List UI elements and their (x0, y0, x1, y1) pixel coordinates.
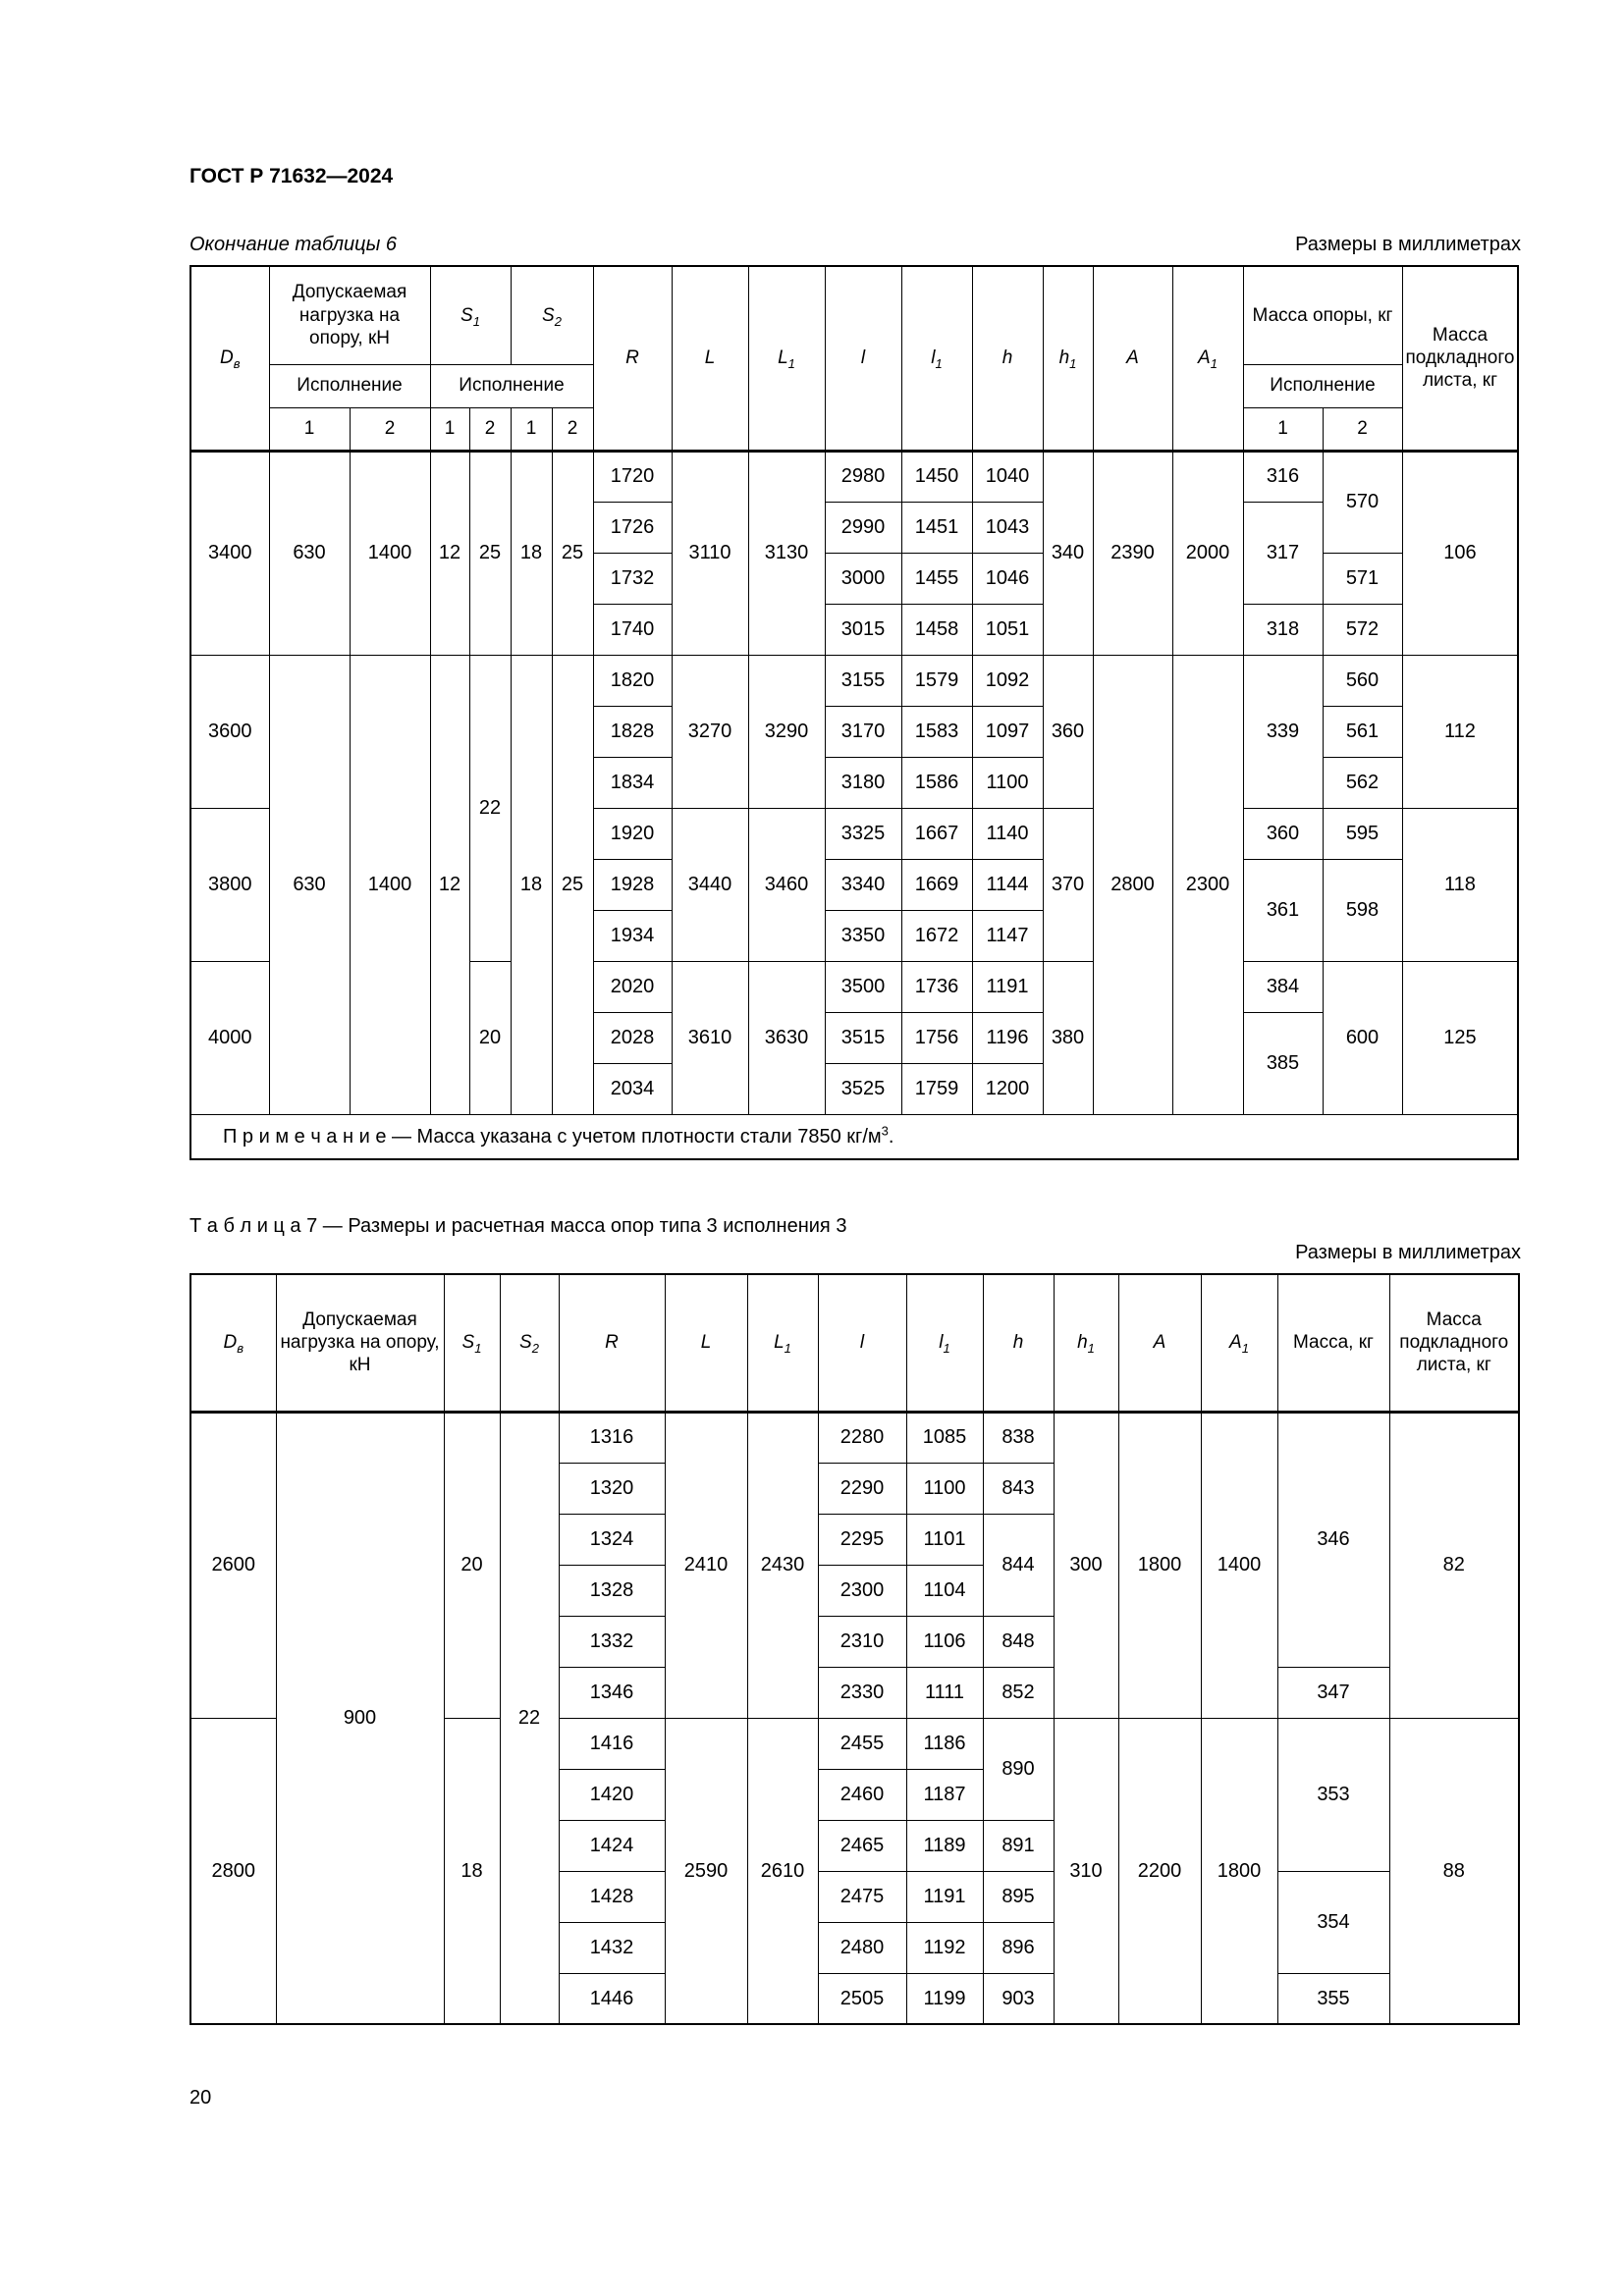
table-cell: 380 (1043, 961, 1093, 1114)
table-cell: 370 (1043, 808, 1093, 961)
header-cell: A (1093, 266, 1172, 451)
table-cell: 1583 (901, 706, 972, 757)
header-cell: Исполнение (430, 364, 593, 407)
header-cell: 1 (430, 407, 469, 451)
table-cell: 1820 (593, 655, 672, 706)
table-cell: 1834 (593, 757, 672, 808)
header-cell: 2 (1323, 407, 1402, 451)
table-cell: 2460 (818, 1769, 906, 1820)
table-cell: 1800 (1118, 1412, 1201, 1718)
header-row (190, 266, 1518, 364)
table-cell: 561 (1323, 706, 1402, 757)
header-cell: Масса подкладного листа, кг (1402, 266, 1518, 451)
table-cell: 1400 (1201, 1412, 1277, 1718)
page-number: 20 (189, 2087, 212, 2109)
table-cell: 2980 (825, 451, 901, 502)
table-cell: 22 (469, 655, 511, 961)
header-cell: $A_1$ (1201, 1274, 1277, 1412)
table-cell: 3515 (825, 1012, 901, 1063)
table-cell: 22 (500, 1412, 559, 2024)
table-cell: 560 (1323, 655, 1402, 706)
table-cell: 2390 (1093, 451, 1172, 655)
table-cell: 1191 (906, 1871, 983, 1922)
header-cell: $D_в$ (190, 266, 269, 451)
table6-caption-row (189, 234, 1521, 256)
header-cell: h (983, 1274, 1054, 1412)
header-cell: $h_1$ (1043, 266, 1093, 451)
header-cell: 2 (469, 407, 511, 451)
table-cell: 12 (430, 451, 469, 655)
table-cell: 848 (983, 1616, 1054, 1667)
table-cell: 2480 (818, 1922, 906, 1973)
header-cell: 2 (552, 407, 593, 451)
table-cell: 1051 (972, 604, 1043, 655)
table-cell: 1144 (972, 859, 1043, 910)
table-cell: 630 (269, 655, 350, 1114)
table-cell: 1736 (901, 961, 972, 1012)
table-cell: 3270 (672, 655, 748, 808)
table-cell: 385 (1243, 1012, 1323, 1114)
table-cell: 25 (552, 655, 593, 1114)
table-cell: 317 (1243, 502, 1323, 604)
table-cell: 1428 (559, 1871, 665, 1922)
table-cell: 843 (983, 1463, 1054, 1514)
table-cell: 339 (1243, 655, 1323, 808)
table-cell: 318 (1243, 604, 1323, 655)
table-cell: 891 (983, 1820, 1054, 1871)
table-cell: 1199 (906, 1973, 983, 2024)
table-cell: 2610 (747, 1718, 818, 2024)
table-cell: 1446 (559, 1973, 665, 2024)
table-cell: 25 (469, 451, 511, 655)
header-cell: Масса опоры, кг (1243, 266, 1402, 364)
header-cell: A (1118, 1274, 1201, 1412)
table-cell: 125 (1402, 961, 1518, 1114)
header-cell: R (559, 1274, 665, 1412)
table-cell: 1920 (593, 808, 672, 859)
table-cell: 562 (1323, 757, 1402, 808)
table-cell: 1092 (972, 655, 1043, 706)
table-cell: 2455 (818, 1718, 906, 1769)
table-cell: 900 (276, 1412, 444, 2024)
table-cell: 2200 (1118, 1718, 1201, 2024)
table-cell: 1759 (901, 1063, 972, 1114)
table-cell: 18 (511, 655, 552, 1114)
table-cell: 1828 (593, 706, 672, 757)
table-cell: 2000 (1172, 451, 1243, 655)
table-cell: 1346 (559, 1667, 665, 1718)
table-cell: 1400 (350, 655, 430, 1114)
table-cell: 1111 (906, 1667, 983, 1718)
table-cell: 630 (269, 451, 350, 655)
table-cell: 3350 (825, 910, 901, 961)
table-row (190, 451, 1518, 502)
table-cell: 1400 (350, 451, 430, 655)
table7-dimensions (189, 1273, 1520, 2025)
header-cell: L (672, 266, 748, 451)
table-cell: 300 (1054, 1412, 1118, 1718)
table-cell: 384 (1243, 961, 1323, 1012)
table-cell: 2034 (593, 1063, 672, 1114)
table-cell: 2800 (190, 1718, 276, 2024)
table-cell: 2800 (1093, 655, 1172, 1114)
table6-container (189, 265, 1524, 1160)
table-cell: 2990 (825, 502, 901, 553)
table6-continuation-caption: Окончание таблицы 6 (189, 234, 398, 255)
table-cell: 340 (1043, 451, 1093, 655)
table-cell: 1732 (593, 553, 672, 604)
table-cell: 1672 (901, 910, 972, 961)
table-cell: 2295 (818, 1514, 906, 1565)
header-cell: 1 (511, 407, 552, 451)
table-cell: 3630 (748, 961, 825, 1114)
table-cell: 1324 (559, 1514, 665, 1565)
table-cell: 3325 (825, 808, 901, 859)
table-cell: 1040 (972, 451, 1043, 502)
header-cell: 1 (269, 407, 350, 451)
table-cell: 1450 (901, 451, 972, 502)
table-cell: 1106 (906, 1616, 983, 1667)
table-cell: 3610 (672, 961, 748, 1114)
header-cell: $D_в$ (190, 1274, 276, 1412)
table-cell: 1101 (906, 1514, 983, 1565)
table-cell: 360 (1243, 808, 1323, 859)
table-cell: 3000 (825, 553, 901, 604)
table-cell: 1451 (901, 502, 972, 553)
table7-container (189, 1273, 1524, 2025)
table-cell: 18 (511, 451, 552, 655)
header-cell: R (593, 266, 672, 451)
table-cell: 1934 (593, 910, 672, 961)
header-cell: $S_2$ (511, 266, 593, 364)
table-row (190, 1412, 1519, 1463)
table-cell: 2310 (818, 1616, 906, 1667)
table-cell: 2590 (665, 1718, 747, 2024)
header-cell: $S_1$ (444, 1274, 500, 1412)
header-cell: Допускаемая нагрузка на опору, кН (276, 1274, 444, 1412)
table-cell: 2600 (190, 1412, 276, 1718)
table-cell: 1328 (559, 1565, 665, 1616)
table-cell: 1420 (559, 1769, 665, 1820)
table-cell: 2410 (665, 1412, 747, 1718)
header-cell: $A_1$ (1172, 266, 1243, 451)
table-cell: 3800 (190, 808, 269, 961)
header-cell: l (818, 1274, 906, 1412)
table-cell: 3500 (825, 961, 901, 1012)
table-cell: 3525 (825, 1063, 901, 1114)
table-cell: 890 (983, 1718, 1054, 1820)
header-cell: Масса подкладного листа, кг (1389, 1274, 1519, 1412)
table-cell: 1316 (559, 1412, 665, 1463)
table-cell: 118 (1402, 808, 1518, 961)
table-cell: 1200 (972, 1063, 1043, 1114)
table-cell: 1332 (559, 1616, 665, 1667)
table-cell: 3110 (672, 451, 748, 655)
header-cell: L (665, 1274, 747, 1412)
header-cell: h (972, 266, 1043, 451)
table-cell: 106 (1402, 451, 1518, 655)
table-cell: 1432 (559, 1922, 665, 1973)
table-cell: 2465 (818, 1820, 906, 1871)
table-cell: 3600 (190, 655, 269, 808)
table-cell: 1100 (972, 757, 1043, 808)
table-cell: 310 (1054, 1718, 1118, 2024)
table-cell: 1191 (972, 961, 1043, 1012)
table-cell: 1085 (906, 1412, 983, 1463)
table7-caption-row (189, 1215, 1521, 1238)
doc-standard-number: ГОСТ Р 71632—2024 (189, 165, 394, 187)
table-cell: 12 (430, 655, 469, 1114)
table-cell: 1756 (901, 1012, 972, 1063)
table-cell: 1579 (901, 655, 972, 706)
table-row (190, 1114, 1518, 1159)
table6-dimensions (189, 265, 1519, 1160)
table-cell: 1726 (593, 502, 672, 553)
table-cell: 3290 (748, 655, 825, 808)
table-cell: 895 (983, 1871, 1054, 1922)
table-cell: 844 (983, 1514, 1054, 1616)
table7-units-row (189, 1242, 1521, 1264)
header-cell: $S_1$ (430, 266, 511, 364)
table-cell: 1189 (906, 1820, 983, 1871)
table-cell: 4000 (190, 961, 269, 1114)
table-cell: 20 (469, 961, 511, 1114)
header-cell: $l_1$ (906, 1274, 983, 1412)
table-cell: 82 (1389, 1412, 1519, 1718)
table-cell: 2475 (818, 1871, 906, 1922)
table-cell: 88 (1389, 1718, 1519, 2024)
table-cell: 112 (1402, 655, 1518, 808)
table-cell: 18 (444, 1718, 500, 2024)
table-cell: 1196 (972, 1012, 1043, 1063)
table6-units-label: Размеры в миллиметрах (1295, 234, 1521, 255)
header-cell: Масса, кг (1277, 1274, 1389, 1412)
table-cell: 1458 (901, 604, 972, 655)
table-cell: 355 (1277, 1973, 1389, 2024)
table-cell: 852 (983, 1667, 1054, 1718)
table-cell: 3155 (825, 655, 901, 706)
header-cell: Исполнение (1243, 364, 1402, 407)
table-cell: 1192 (906, 1922, 983, 1973)
table-cell: 571 (1323, 553, 1402, 604)
table-cell: 1667 (901, 808, 972, 859)
table-cell: 3170 (825, 706, 901, 757)
header-cell: $S_2$ (500, 1274, 559, 1412)
header-cell: Допускаемая нагрузка на опору, кН (269, 266, 430, 364)
table-cell: 3015 (825, 604, 901, 655)
table-cell: 1455 (901, 553, 972, 604)
table-cell: 598 (1323, 859, 1402, 961)
table-cell: 1140 (972, 808, 1043, 859)
table-cell: 25 (552, 451, 593, 655)
table-cell: 3340 (825, 859, 901, 910)
table-cell: 1320 (559, 1463, 665, 1514)
table-cell: 316 (1243, 451, 1323, 502)
table-cell: 1740 (593, 604, 672, 655)
header-cell: $l_1$ (901, 266, 972, 451)
header-cell: $h_1$ (1054, 1274, 1118, 1412)
table-cell: 1416 (559, 1718, 665, 1769)
header-cell: $L_1$ (748, 266, 825, 451)
table-cell: 360 (1043, 655, 1093, 808)
table-cell: 1097 (972, 706, 1043, 757)
table-row (190, 655, 1518, 706)
header-cell: 1 (1243, 407, 1323, 451)
table7-units-label: Размеры в миллиметрах (1295, 1242, 1521, 1263)
table-cell: 2290 (818, 1463, 906, 1514)
table-cell: 346 (1277, 1412, 1389, 1667)
table-cell: 1104 (906, 1565, 983, 1616)
table-cell: 1043 (972, 502, 1043, 553)
table-cell: 1720 (593, 451, 672, 502)
table-cell: 1100 (906, 1463, 983, 1514)
header-row (190, 1274, 1519, 1412)
table-cell: 1586 (901, 757, 972, 808)
table-cell: 570 (1323, 451, 1402, 553)
table-cell: 3130 (748, 451, 825, 655)
header-cell: l (825, 266, 901, 451)
table-cell: 3400 (190, 451, 269, 655)
table-cell: 3460 (748, 808, 825, 961)
table-cell: 354 (1277, 1871, 1389, 1973)
table7-title: Т а б л и ц а 7 — Размеры и расчетная масса опор типа 3 исполнения 3 (189, 1215, 847, 1237)
table-cell: 3440 (672, 808, 748, 961)
table-cell: 572 (1323, 604, 1402, 655)
table-cell: 353 (1277, 1718, 1389, 1871)
table-cell: 2280 (818, 1412, 906, 1463)
table-cell: 1147 (972, 910, 1043, 961)
table-cell: П р и м е ч а н и е — Масса указана с учетом плотности стали 7850 $кг/м^3$. (190, 1114, 1518, 1159)
table-cell: 2505 (818, 1973, 906, 2024)
table-cell: 2300 (818, 1565, 906, 1616)
table-cell: 1046 (972, 553, 1043, 604)
header-cell: $L_1$ (747, 1274, 818, 1412)
table-cell: 3180 (825, 757, 901, 808)
table-cell: 2300 (1172, 655, 1243, 1114)
table-cell: 2330 (818, 1667, 906, 1718)
table-cell: 903 (983, 1973, 1054, 2024)
header-cell: 2 (350, 407, 430, 451)
table-cell: 2028 (593, 1012, 672, 1063)
table-cell: 1424 (559, 1820, 665, 1871)
table-cell: 361 (1243, 859, 1323, 961)
table-cell: 600 (1323, 961, 1402, 1114)
table-cell: 896 (983, 1922, 1054, 1973)
table-cell: 1928 (593, 859, 672, 910)
table-cell: 1186 (906, 1718, 983, 1769)
table-cell: 1800 (1201, 1718, 1277, 2024)
table-cell: 2430 (747, 1412, 818, 1718)
table-cell: 595 (1323, 808, 1402, 859)
table-cell: 1187 (906, 1769, 983, 1820)
header-cell: Исполнение (269, 364, 430, 407)
table-cell: 838 (983, 1412, 1054, 1463)
table-cell: 2020 (593, 961, 672, 1012)
table-cell: 20 (444, 1412, 500, 1718)
table-cell: 1669 (901, 859, 972, 910)
table-cell: 347 (1277, 1667, 1389, 1718)
